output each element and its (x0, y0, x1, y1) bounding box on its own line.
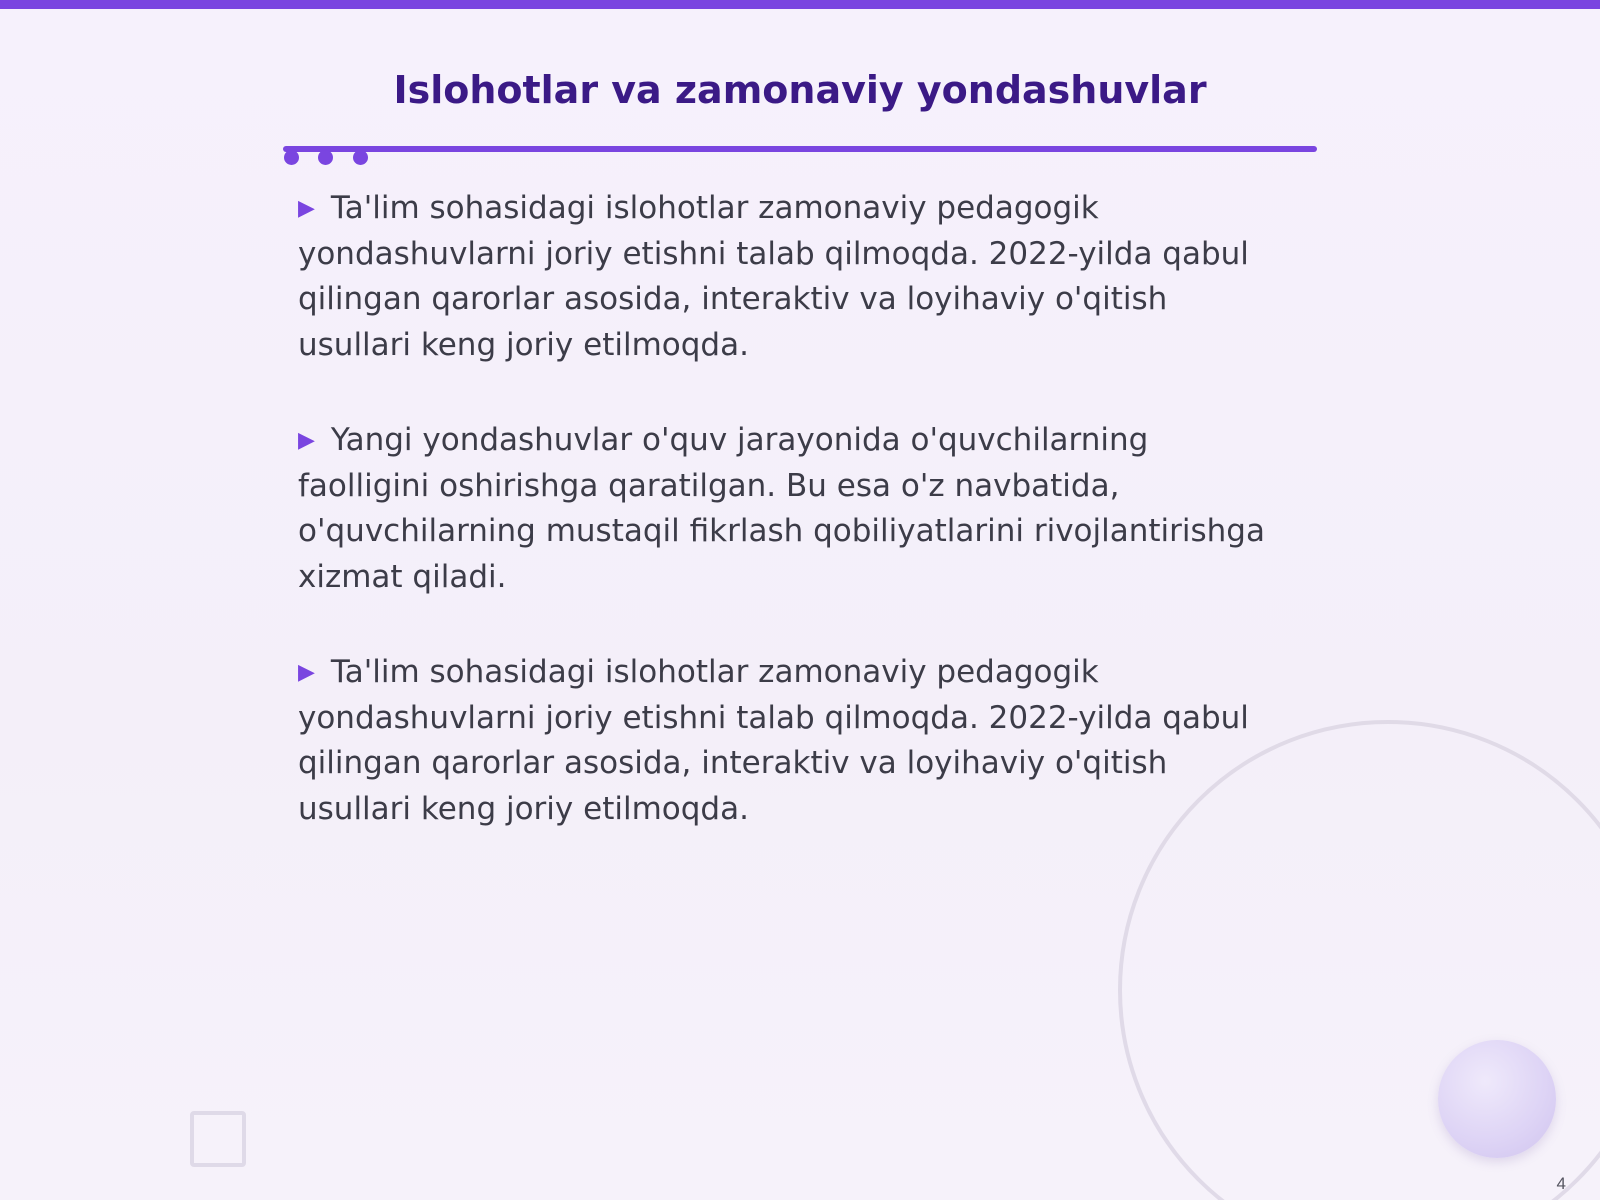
bullet-text: Ta'lim sohasidagi islohotlar zamonaviy pedagogik yondashuvlarni joriy etishni talab qilmoqda. 2022-yilda qabul qilingan qarorlar asosida, interaktiv va loyihaviy o'qitish usullari keng joriy etilmoqda. (298, 654, 1249, 827)
title-underline (283, 146, 1317, 152)
triangle-bullet-icon: ▶ (298, 428, 315, 453)
accent-dot (284, 150, 299, 165)
triangle-bullet-icon: ▶ (298, 660, 315, 685)
accent-dot (318, 150, 333, 165)
bullet-text: Yangi yondashuvlar o'quv jarayonida o'quvchilarning faolligini oshirishga qaratilgan. Bu esa o'z navbatida, o'quvchilarning mustaqil fikrlash qobiliyatlarini rivojlantirishga xizmat qiladi. (298, 422, 1265, 595)
slide-title: Islohotlar va zamonaviy yondashuvlar (393, 68, 1207, 112)
bullet-item (298, 418, 1288, 600)
bullet-item (298, 650, 1288, 832)
decorative-circle (1438, 1040, 1556, 1158)
top-accent-bar (0, 0, 1600, 9)
bullet-text: Ta'lim sohasidagi islohotlar zamonaviy pedagogik yondashuvlarni joriy etishni talab qilmoqda. 2022-yilda qabul qilingan qarorlar asosida, interaktiv va loyihaviy o'qitish usullari keng joriy etilmoqda. (298, 190, 1249, 363)
bullet-list (298, 186, 1288, 882)
triangle-bullet-icon: ▶ (298, 196, 315, 221)
bullet-item (298, 186, 1288, 368)
page-number: 4 (1556, 1174, 1566, 1193)
decorative-square (190, 1111, 246, 1167)
accent-dot (353, 150, 368, 165)
